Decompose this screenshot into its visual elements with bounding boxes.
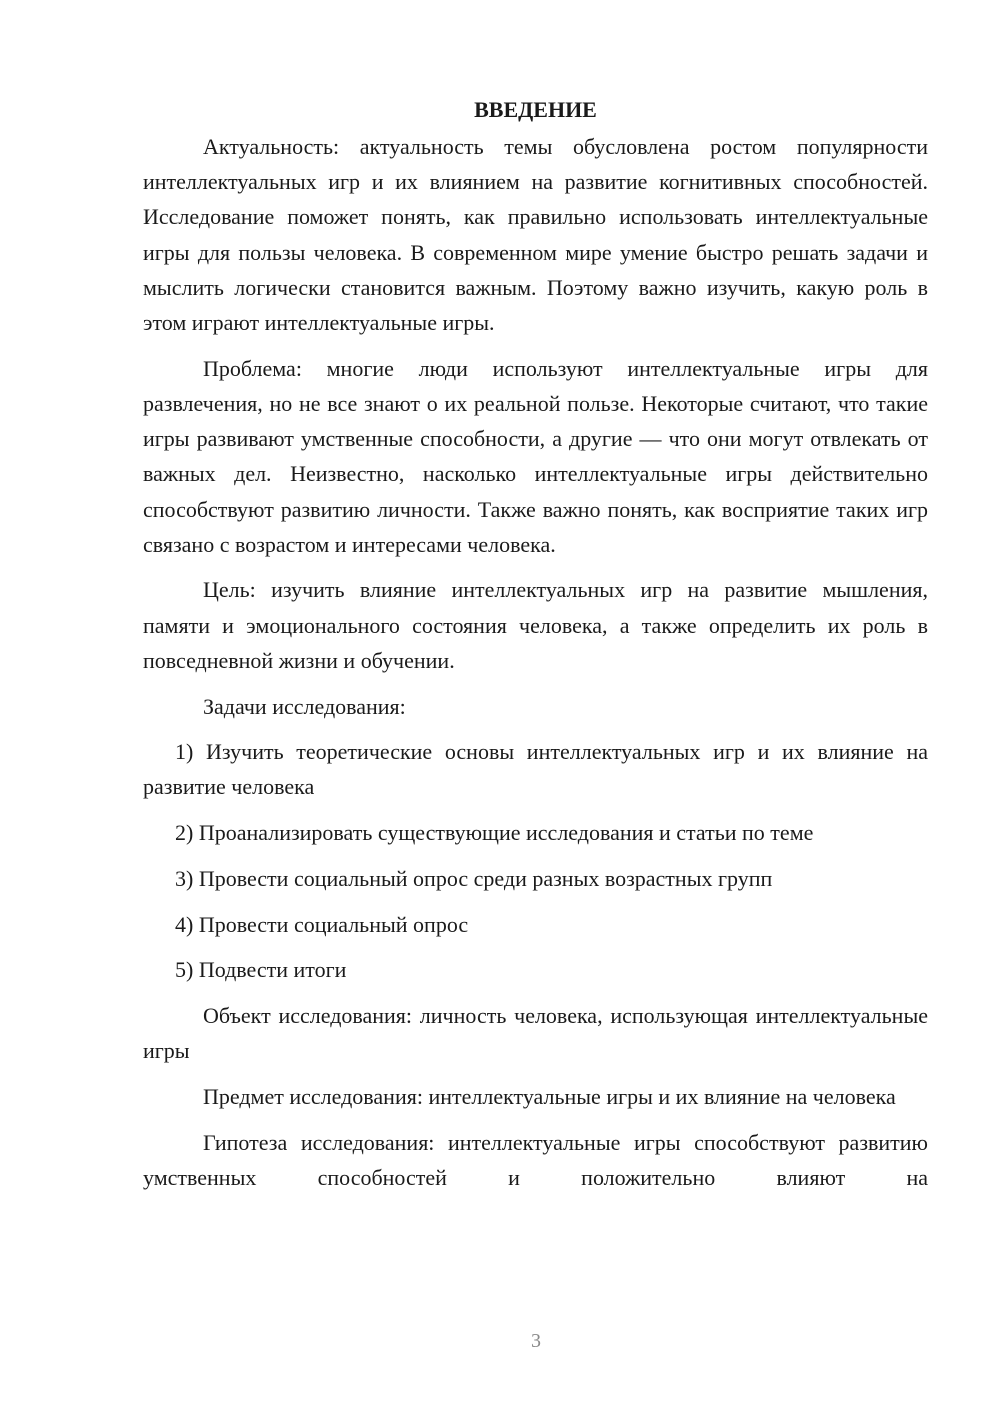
task-item-3: 3) Провести социальный опрос среди разных возрастных групп [175, 865, 773, 891]
paragraph-object: Объект исследования: личность человека, использующая интеллектуальные игры [143, 1002, 928, 1064]
paragraph-hypothesis: Гипотеза исследования: интеллектуальные игры способствуют развитию умственных способностей и положительно влияют на [143, 1129, 928, 1190]
paragraph-tasks-heading: Задачи исследования: [203, 693, 406, 719]
paragraph-goal: Цель: изучить влияние интеллектуальных игр на развитие мышления, памяти и эмоционального состояния человека, а также определить их роль в повседневной жизни и обучении. [143, 577, 928, 673]
paragraph-subject: Предмет исследования: интеллектуальные игры и их влияние на человека [203, 1083, 896, 1109]
page-title: ВВЕДЕНИЕ [474, 97, 597, 122]
task-item-2: 2) Проанализировать существующие исследования и статьи по теме [175, 820, 814, 846]
page-number: 3 [531, 1330, 541, 1352]
document-body [143, 92, 928, 1195]
task-item-4: 4) Провести социальный опрос [175, 911, 469, 937]
task-item-5: 5) Подвести итоги [175, 957, 347, 983]
paragraph-problem: Проблема: многие люди используют интеллектуальные игры для развлечения, но не все знают о их реальной пользе. Некоторые считают, что такие игры развивают умственные способности, а другие — что они могут отвлекать от важных дел. Неизвестно, насколько интеллектуальные игры действительно способствуют развитию личности. Также важно понять, как восприятие таких игр связано с возрастом и интересами человека. [143, 355, 928, 557]
task-item-1: 1) Изучить теоретические основы интеллектуальных игр и их влияние на развитие человека [143, 739, 928, 800]
paragraph-relevance: Актуальность: актуальность темы обусловлена ростом популярности интеллектуальных игр и их влиянием на развитие когнитивных способностей. Исследование поможет понять, как правильно использовать интеллектуальные игры для пользы человека. В современном мире умение быстро решать задачи и мыслить логически становится важным. Поэтому важно изучить, какую роль в этом играют интеллектуальные игры. [143, 134, 928, 336]
